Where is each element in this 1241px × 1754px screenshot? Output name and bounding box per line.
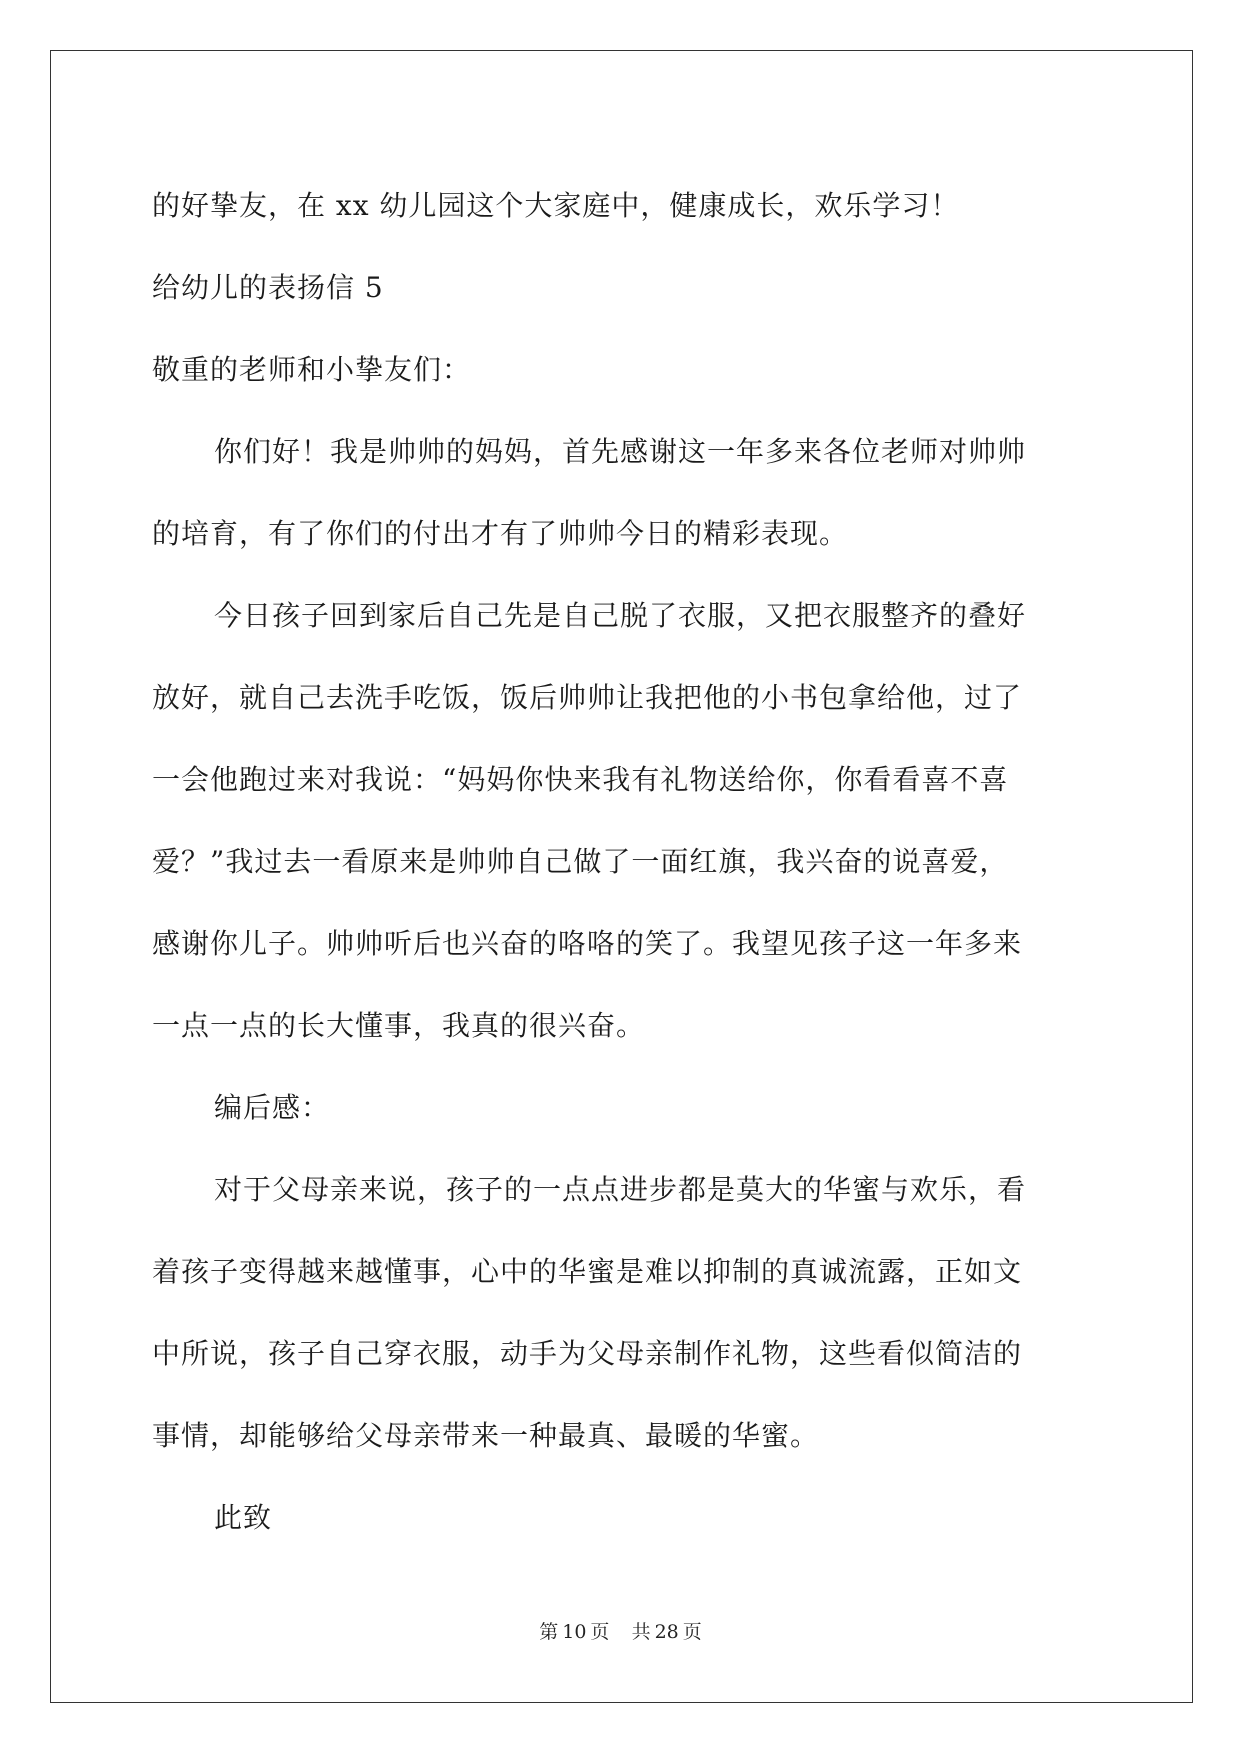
text-line: 对于父母亲来说，孩子的一点点进步都是莫大的华蜜与欢乐，看 xyxy=(214,1173,1027,1206)
text-line: 今日孩子回到家后自己先是自己脱了衣服，又把衣服整齐的叠好 xyxy=(214,599,1027,632)
document-body xyxy=(152,165,1092,1559)
text-line: 放好，就自己去洗手吃饭，饭后帅帅让我把他的小书包拿给他，过了 xyxy=(152,681,1023,714)
total-suffix: 页 xyxy=(682,1621,702,1643)
text-line: 你们好！我是帅帅的妈妈，首先感谢这一年多来各位老师对帅帅 xyxy=(214,435,1027,468)
closing-line: 此致 xyxy=(214,1501,273,1534)
text-line: 爱？”我过去一看原来是帅帅自己做了一面红旗，我兴奋的说喜爱， xyxy=(152,845,1009,878)
page-number: 10 xyxy=(562,1621,587,1643)
section-title: 给幼儿的表扬信 5 xyxy=(152,271,384,304)
text-line: 着孩子变得越来越懂事，心中的华蜜是难以抑制的真诚流露，正如文 xyxy=(152,1255,1023,1288)
total-prefix: 共 xyxy=(631,1621,651,1643)
salutation: 敬重的老师和小挚友们： xyxy=(152,353,472,386)
text-line: 的好挚友，在 xx 幼儿园这个大家庭中，健康成长，欢乐学习！ xyxy=(152,189,960,222)
page-footer xyxy=(0,1617,1241,1644)
text-line: 事情，却能够给父母亲带来一种最真、最暖的华蜜。 xyxy=(152,1419,820,1452)
page-suffix: 页 xyxy=(590,1621,610,1643)
page-prefix: 第 xyxy=(539,1621,559,1643)
total-pages: 28 xyxy=(654,1621,679,1643)
text-line: 的培育，有了你们的付出才有了帅帅今日的精彩表现。 xyxy=(152,517,849,550)
text-line: 一点一点的长大懂事，我真的很兴奋。 xyxy=(152,1009,646,1042)
text-line: 中所说，孩子自己穿衣服，动手为父母亲制作礼物，这些看似简洁的 xyxy=(152,1337,1023,1370)
text-line: 一会他跑过来对我说：“妈妈你快来我有礼物送给你，你看看喜不喜 xyxy=(152,763,1009,796)
text-line: 感谢你儿子。帅帅听后也兴奋的咯咯的笑了。我望见孩子这一年多来 xyxy=(152,927,1023,960)
afterword-heading: 编后感： xyxy=(214,1091,331,1124)
